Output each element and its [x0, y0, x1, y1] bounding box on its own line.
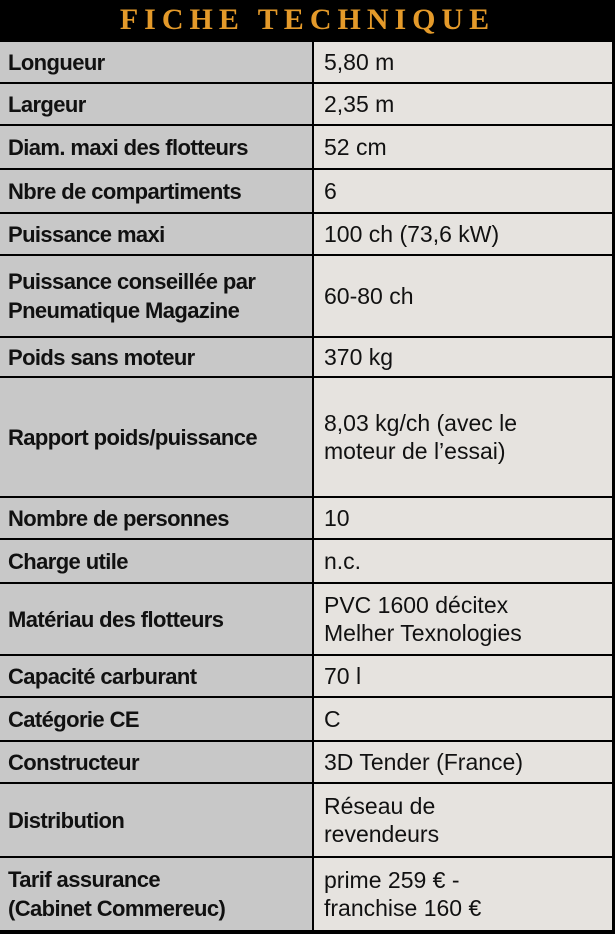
spec-value: 52 cm: [314, 126, 612, 168]
table-row: [0, 126, 615, 168]
spec-label: Catégorie CE: [0, 698, 312, 740]
spec-label: Matériau des flotteurs: [0, 584, 312, 654]
spec-value: C: [314, 698, 612, 740]
table-row: [0, 858, 615, 930]
spec-label: Constructeur: [0, 742, 312, 782]
table-row: [0, 378, 615, 496]
table-row: [0, 698, 615, 740]
spec-value: n.c.: [314, 540, 612, 582]
spec-value: prime 259 € - franchise 160 €: [314, 858, 612, 930]
spec-value: PVC 1600 décitex Melher Texnologies: [314, 584, 612, 654]
spec-label: Capacité carburant: [0, 656, 312, 696]
spec-value: 6: [314, 170, 612, 212]
table-row: [0, 784, 615, 856]
spec-value: 10: [314, 498, 612, 538]
spec-value: 2,35 m: [314, 84, 612, 124]
sheet-title: FICHE TECHNIQUE: [119, 3, 496, 36]
spec-value: 370 kg: [314, 338, 612, 376]
spec-value: 8,03 kg/ch (avec le moteur de l’essai): [314, 378, 612, 496]
spec-value: 70 l: [314, 656, 612, 696]
table-row: [0, 170, 615, 212]
spec-label: Largeur: [0, 84, 312, 124]
table-row: [0, 338, 615, 376]
spec-label: Nombre de personnes: [0, 498, 312, 538]
table-row: [0, 656, 615, 696]
table-row: [0, 742, 615, 782]
spec-label: Puissance conseillée par Pneumatique Magazine: [0, 256, 312, 336]
spec-label: Rapport poids/puissance: [0, 378, 312, 496]
spec-label: Charge utile: [0, 540, 312, 582]
table-row: [0, 498, 615, 538]
spec-label: Poids sans moteur: [0, 338, 312, 376]
spec-label: Longueur: [0, 42, 312, 82]
spec-value: 60-80 ch: [314, 256, 612, 336]
spec-label: Tarif assurance (Cabinet Commereuc): [0, 858, 312, 930]
table-row: [0, 256, 615, 336]
spec-value: 3D Tender (France): [314, 742, 612, 782]
spec-label: Puissance maxi: [0, 214, 312, 254]
table-row: [0, 540, 615, 582]
table-row: [0, 214, 615, 254]
spec-value: 5,80 m: [314, 42, 612, 82]
table-row: [0, 84, 615, 124]
table-row: [0, 584, 615, 654]
spec-label: Distribution: [0, 784, 312, 856]
spec-value: Réseau de revendeurs: [314, 784, 612, 856]
table-row: [0, 42, 615, 82]
spec-label: Nbre de compartiments: [0, 170, 312, 212]
spec-value: 100 ch (73,6 kW): [314, 214, 612, 254]
spec-label: Diam. maxi des flotteurs: [0, 126, 312, 168]
